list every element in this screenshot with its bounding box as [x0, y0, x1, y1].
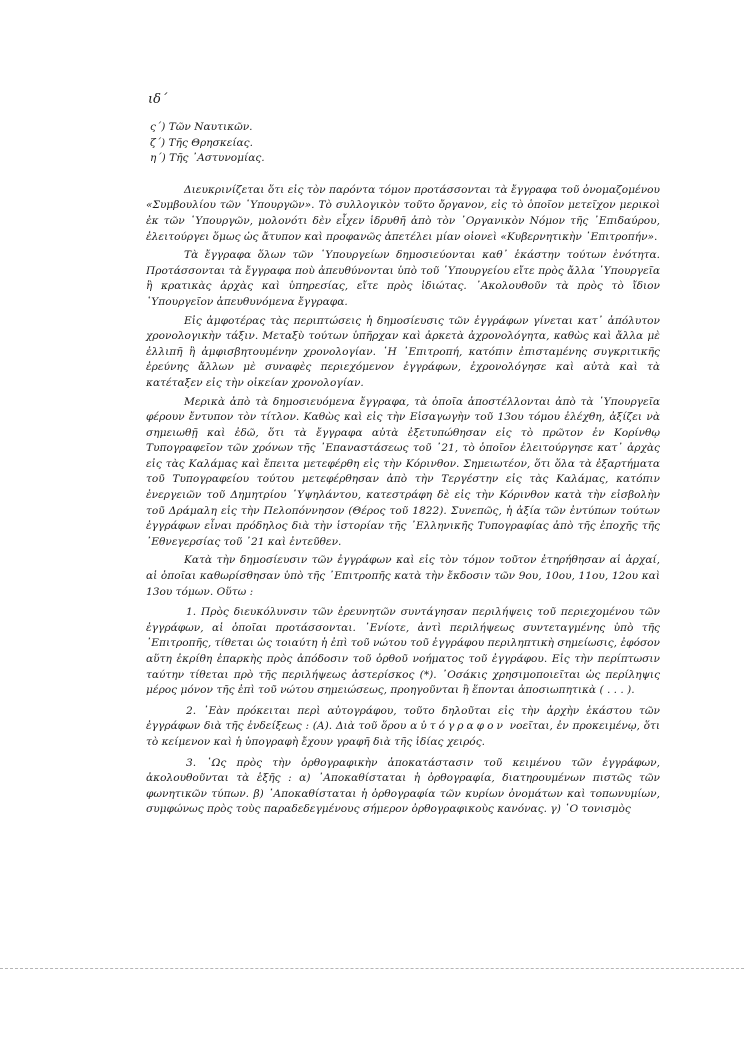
paragraph: Κατὰ τὴν δημοσίευσιν τῶν ἐγγράφων καὶ εἰς τὸν τόμον τοῦτον ἐτηρήθησαν αἱ ἀρχαί, αἱ ὁποῖαι καθωρίσθησαν ὑπὸ τῆς ᾿Επιτροπῆς κατὰ τὴν ἔκδοσιν τῶν 9ου, 10ου, 11ου, 12ου καὶ 13ου τόμων. Οὕτω : — [146, 554, 660, 598]
paragraph: Τὰ ἔγγραφα ὅλων τῶν ῾Υπουργείων δημοσιεύονται καθ᾿ ἑκάστην τούτων ἑνότητα. Προτάσσονται τὰ ἔγγραφα ποὺ ἀπευθύνονται ὑπὸ τοῦ ῾Υπουργείου εἴτε πρὸς ἄλλα ῾Υπουργεῖα ἢ κρατικὰς ἀρχὰς καὶ ὑπηρεσίας, εἴτε πρὸς ἰδιώτας. ᾿Ακολουθοῦν τὰ πρὸς τὸ ἴδιον ῾Υπουργεῖον ἀπευθυνόμενα ἔγγραφα. — [146, 249, 660, 308]
rule-paragraph-1: 1. Πρὸς διευκόλυνσιν τῶν ἐρευνητῶν συντάγησαν περιλήψεις τοῦ περιεχομένου τῶν ἐγγράφων, αἱ ὁποῖαι προτάσσονται. ᾿Ενίοτε, ἀντὶ περιλήψεως συντεταγμένης ὑπὸ τῆς ᾿Επιτροπῆς, τίθεται ὡς τοιαύτη ἡ ἐπὶ τοῦ νώτου τοῦ ἐγγράφου περιληπτικὴ σημείωσις, ἐφόσον αὕτη ἐκρίθη ἐπαρκὴς πρὸς ἀπόδοσιν τοῦ ὀρθοῦ νοήματος τοῦ ἐγγράφου. Εἰς τὴν περίπτωσιν ταύτην τίθεται πρὸ τῆς περιλήψεως ἀστερίσκος (*). ᾿Οσάκις χρησιμοποιεῖται ὡς περίληψις μέρος μόνον τῆς ἐπὶ τοῦ νώτου σημειώσεως, προηγοῦνται ἢ ἕπονται ἀποσιωπητικὰ ( . . . ). — [146, 606, 660, 697]
list-item: ς΄) Τῶν Ναυτικῶν. — [150, 121, 253, 133]
scan-edge-line — [0, 968, 744, 969]
list-item: η΄) Τῆς ᾿Αστυνομίας. — [150, 152, 265, 165]
page-number: ιδ΄ — [148, 92, 168, 107]
rule-2-end: νοεῖται, ἐν προκειμένῳ, ὅτι τὸ κείμενον καὶ ἡ ὑπογραφὴ ἔχουν γραφῆ διὰ τῆς ἰδίας χειρός. — [146, 720, 660, 748]
paragraph: Διευκρινίζεται ὅτι εἰς τὸν παρόντα τόμον προτάσσονται τὰ ἔγγραφα τοῦ ὀνομαζομένου «Συμβουλίου τῶν ῾Υπουργῶν». Τὸ συλλογικὸν τοῦτο ὄργανον, εἰς τὸ ὁποῖον μετεῖχον μερικοὶ ἐκ τῶν ῾Υπουργῶν, μολονότι δὲν εἶχεν ἱδρυθῆ ἀπὸ τὸν ᾿Οργανικὸν Νόμον τῆς ᾿Επιδαύρου, ἐλειτούργει ὅμως ὡς ἄτυπον καὶ προφανῶς ἀπετέλει μίαν οἱονεὶ «Κυβερνητικὴν ᾿Επιτροπήν». — [146, 183, 660, 243]
list-item: ζ΄) Τῆς Θρησκείας. — [150, 136, 253, 149]
rule-2-term: αὐτόγραφον — [410, 720, 506, 733]
rule-paragraph-3: 3. ῾Ως πρὸς τὴν ὀρθογραφικὴν ἀποκατάστασιν τοῦ κειμένου τῶν ἐγγράφων, ἀκολουθοῦνται τὰ ἑξῆς : α) ᾿Αποκαθίσταται ἡ ὀρθογραφία, διατηρουμένων πιστῶς τῶν φωνητικῶν τύπων. β) ᾿Αποκαθίσταται ἡ ὀρθογραφία τῶν κυρίων ὀνομάτων καὶ τοπωνυμίων, συμφώνως πρὸς τοὺς παραδεδεγμένους σήμερον ὀρθογραφικοὺς κανόνας. γ) ῾Ο τονισμὸς — [146, 756, 660, 816]
document-body — [146, 120, 660, 821]
ministries-list — [146, 120, 660, 167]
rule-paragraph-2 — [146, 704, 660, 751]
rule-2-start: 2. ᾿Εὰν πρόκειται περὶ αὐτογράφου, τοῦτο δηλοῦται εἰς τὴν ἀρχὴν ἑκάστου τῶν ἐγγράφων διὰ τῆς ἐνδείξεως : (Α). Διὰ τοῦ ὅρου — [146, 704, 660, 733]
paragraph: Εἰς ἀμφοτέρας τὰς περιπτώσεις ἡ δημοσίευσις τῶν ἐγγράφων γίνεται κατ᾿ ἀπόλυτον χρονολογικὴν τάξιν. Μεταξὺ τούτων ὑπῆρχαν καὶ ἀρκετὰ ἀχρονολόγητα, καθὼς καὶ ἄλλα μὲ ἐλλιπῆ ἢ ἀμφισβητουμένην χρονολογίαν. ῾Η ᾿Επιτροπή, κατόπιν ἐπισταμένης συγκριτικῆς ἐρεύνης ἄλλων μὲ συναφὲς περιεχόμενον ἐγγράφων, ἐχρονολόγησε καὶ αὐτὰ καὶ τὰ κατέταξεν εἰς τὴν οἰκείαν χρονολογίαν. — [146, 314, 660, 389]
paragraph: Μερικὰ ἀπὸ τὰ δημοσιευόμενα ἔγγραφα, τὰ ὁποῖα ἀποστέλλονται ἀπὸ τὰ ῾Υπουργεῖα φέρουν ἔντυπον τὸν τίτλον. Καθὼς καὶ εἰς τὴν Εἰσαγωγὴν τοῦ 13ου τόμου ἐλέχθη, ἀξίζει νὰ σημειωθῇ καὶ ἐδῶ, ὅτι τὰ ἔγγραφα αὐτὰ ἐξετυπώθησαν εἰς τὸ πρῶτον ἐν Κορίνθῳ Τυπογραφεῖον τῶν χρόνων τῆς ᾿Επαναστάσεως τοῦ ᾿21, τὸ ὁποῖον ἐλειτούργησε κατ᾿ ἀρχὰς εἰς τὰς Καλάμας καὶ ἔπειτα μετεφέρθη εἰς τὴν Κόρινθον. Σημειωτέον, ὅτι ὅλα τὰ ἐξαρτήματα τοῦ Τυπογραφείου τούτου μετεφέρθησαν ἀπὸ τὴν Τεργέστην εἰς τὰς Καλάμας, κατόπιν ἐνεργειῶν τοῦ Δημητρίου ῾Υψηλάντου, κατεστράφη δὲ εἰς τὴν Κόρινθον κατὰ τὴν εἰσβολὴν τοῦ Δράμαλη εἰς τὴν Πελοπόννησον (Θέρος τοῦ 1822). Συνεπῶς, ἡ ἀξία τῶν ἐντύπων τούτων ἐγγράφων εἶναι πρόδηλος διὰ τὴν ἱστορίαν τῆς ᾿Ελληνικῆς Τυπογραφίας ἀπὸ τῆς ἐποχῆς τῆς ᾿Εθνεγερσίας τοῦ ᾿21 καὶ ἐντεῦθεν. — [146, 395, 660, 548]
